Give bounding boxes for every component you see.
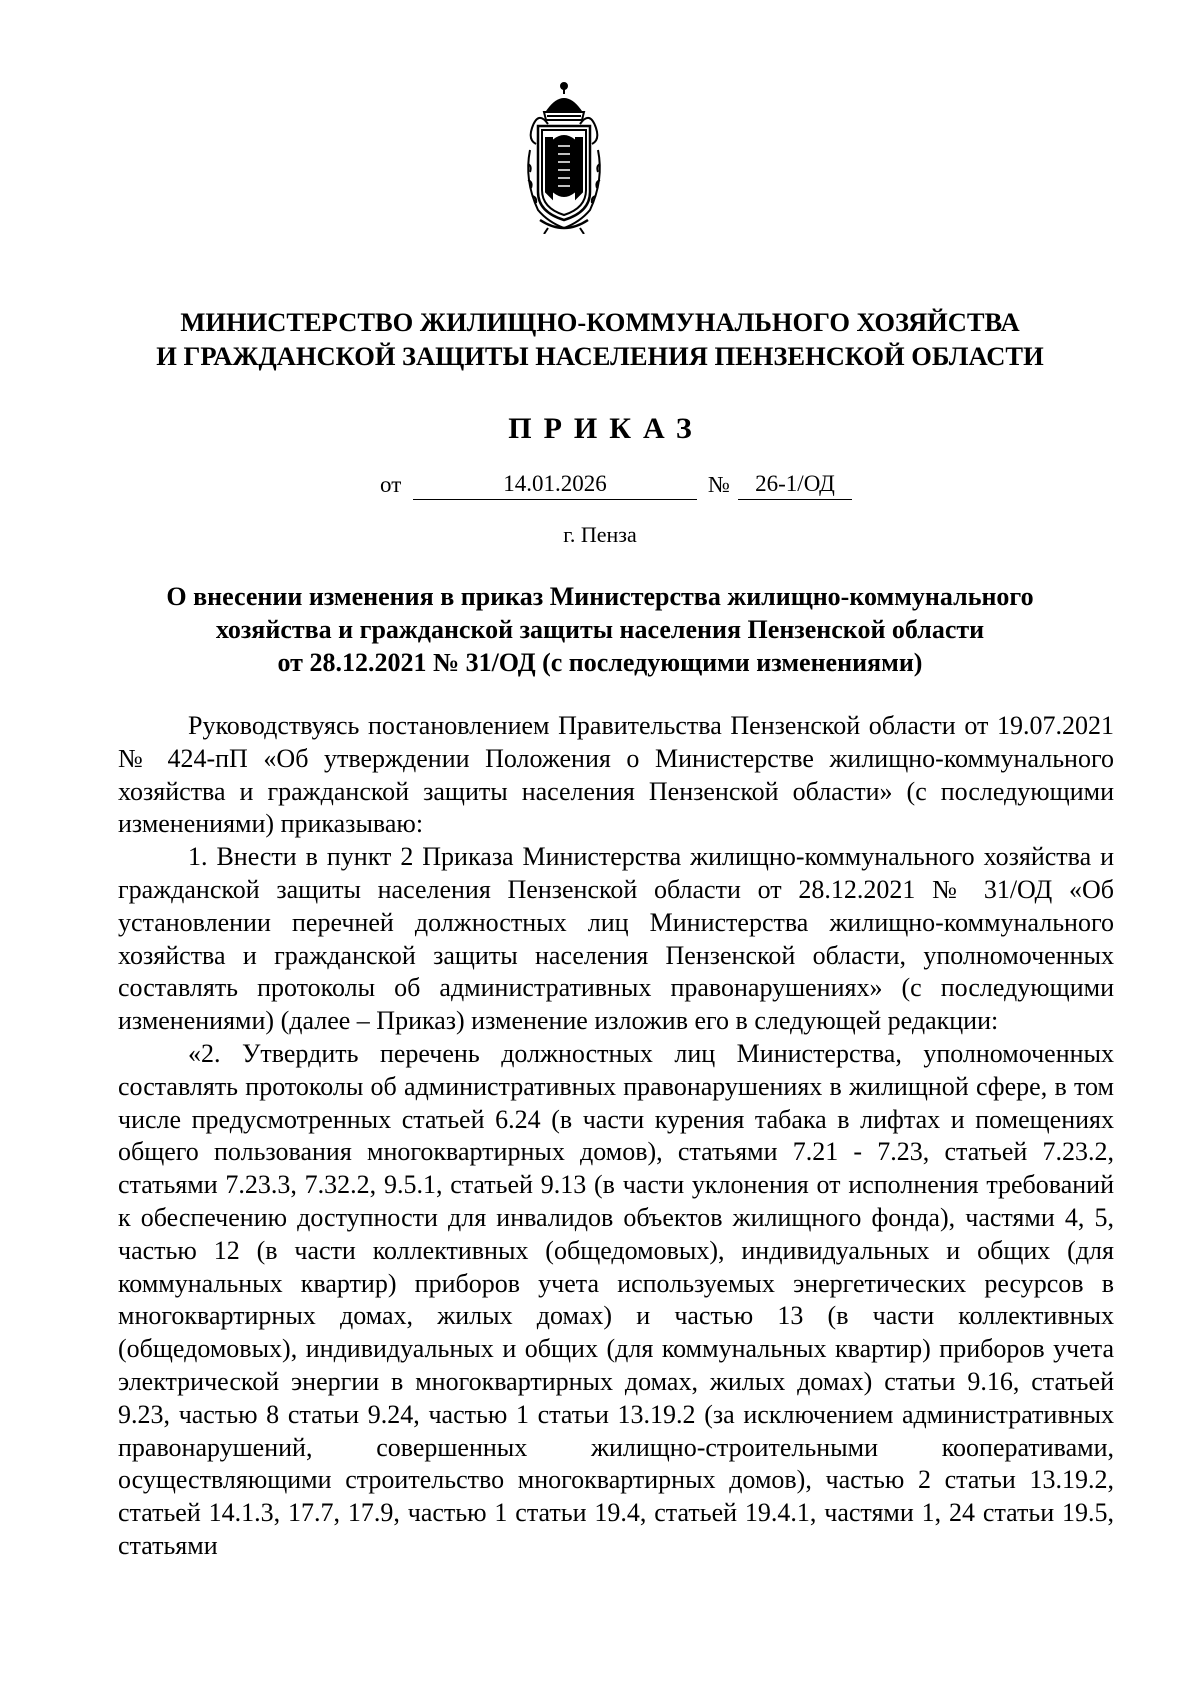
order-date-number-line [0,470,1200,504]
body-paragraph: Руководствуясь постановлением Правительства Пензенской области от 19.07.2021 № 424-пП «Об утверждении Положения о Министерстве жилищно-коммунального хозяйства и гражданской защиты населения Пензенской области» (с последующими изменениями) приказываю: [118,711,1114,839]
order-body [118,710,1114,1563]
date-label: от [380,472,402,497]
order-subject-line3: от 28.12.2021 № 31/ОД (с последующими изменениями) [277,648,923,677]
ministry-name-line2: И ГРАЖДАНСКОЙ ЗАЩИТЫ НАСЕЛЕНИЯ ПЕНЗЕНСКОЙ ОБЛАСТИ [156,341,1044,371]
body-paragraph: «2. Утвердить перечень должностных лиц Министерства, уполномоченных составлять протоколы об административных правонарушениях в жилищной сфере, в том числе предусмотренных статьей 6.24 (в части курения табака в лифтах и помещениях общего пользования многоквартирных домов), статьями 7.21 - 7.23, статьей 7.23.2, статьями 7.23.3, 7.32.2, 9.5.1, статьей 9.13 (в части уклонения от исполнения требований к обеспечению доступности для инвалидов объектов жилищного фонда), частями 4, 5, частью 12 (в части коллективных (общедомовых), индивидуальных и общих (для коммунальных квартир) приборов учета используемых энергетических ресурсов в многоквартирных домах, жилых домах) и частью 13 (в части коллективных (общедомовых), индивидуальных и общих (для коммунальных квартир) приборов учета электрической энергии в многоквартирных домах, жилых домах) статьи 9.16, статьей 9.23, частью 8 статьи 9.24, частью 1 статьи 13.19.2 (за исключением административных правонарушений, совершенных жилищно-строительными кооперативами, осуществляющими строительство многоквартирных домов), частью 2 статьи 13.19.2, статьей 14.1.3, 17.7, 17.9, частью 1 статьи 19.4, статьей 19.4.1, частями 1, 24 статьи 19.5, статьями [118,1038,1114,1560]
ministry-name-line1: МИНИСТЕРСТВО ЖИЛИЩНО-КОММУНАЛЬНОГО ХОЗЯЙСТВА [180,307,1020,337]
order-subject [0,580,1200,679]
order-date: 14.01.2026 [413,470,697,500]
body-paragraph: 1. Внести в пункт 2 Приказа Министерства жилищно-коммунального хозяйства и гражданской защиты населения Пензенской области от 28.12.2021 № 31/ОД «Об установлении перечней должностных лиц Министерства жилищно-коммунального хозяйства и гражданской защиты населения Пензенской области, уполномоченных составлять протоколы об административных правонарушениях» (с последующими изменениями) (далее – Приказ) изменение изложив его в следующей редакции: [118,842,1114,1036]
city: г. Пенза [563,522,637,547]
order-number: 26-1/ОД [738,470,852,500]
penza-coat-of-arms-icon [518,80,610,234]
number-label: № [708,472,730,497]
order-subject-line1: О внесении изменения в приказ Министерства жилищно-коммунального [166,582,1034,611]
ministry-name [0,305,1200,373]
order-title: ПРИКАЗ [508,412,704,445]
order-subject-line2: хозяйства и гражданской защиты населения Пензенской области [215,615,985,644]
